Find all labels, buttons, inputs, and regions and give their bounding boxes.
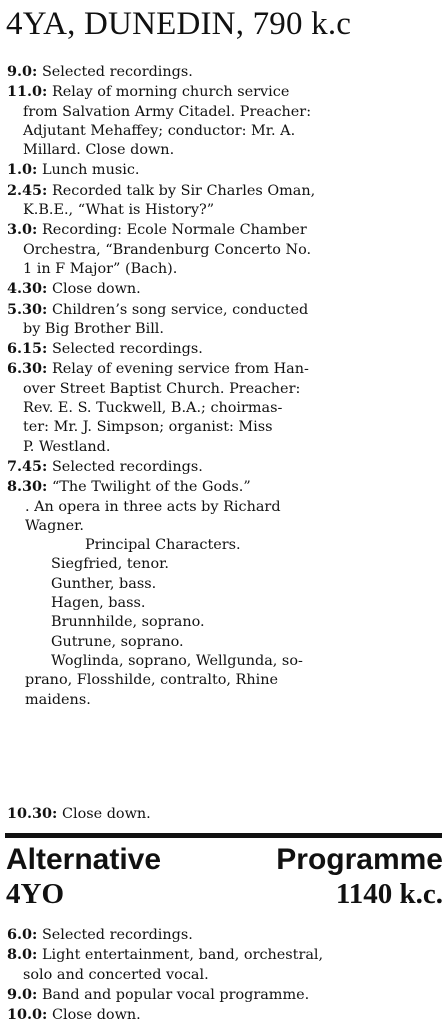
entry-text: “The Twilight of the Gods.”: [51, 479, 251, 496]
programme-entry: [7, 62, 435, 82]
programme-entry: [7, 1005, 439, 1025]
character-line: Brunnhilde, soprano.: [51, 614, 205, 631]
entry-text: Recording: Ecole Normale Chamber: [41, 222, 307, 239]
entry-time: 9.0:: [7, 63, 38, 80]
entry-time: 6.0:: [7, 926, 38, 943]
entry-text: Close down.: [61, 806, 151, 822]
entry-text: 1 in F Major” (Bach).: [23, 260, 178, 277]
alternative-heading: [6, 843, 443, 911]
entry-text: Adjutant Mehaffey; conductor: Mr. A.: [23, 122, 296, 139]
programme-entry: [7, 477, 435, 497]
programme-entry: [7, 300, 435, 340]
entry-time: 4.30:: [7, 280, 48, 298]
opera-intro: . An opera in three acts by Richard: [25, 498, 281, 515]
entry-time: 10.30:: [7, 805, 58, 822]
programme-entry: [7, 945, 439, 985]
programme-entry: [7, 181, 435, 221]
entry-text: solo and concerted vocal.: [23, 966, 209, 983]
entry-time: 1.0:: [7, 161, 38, 179]
programme-entry: [7, 457, 435, 477]
entry-text: Orchestra, “Brandenburg Concerto No.: [23, 241, 312, 258]
entry-text: Selected recordings.: [41, 64, 193, 80]
entry-time: 7.45:: [7, 457, 48, 475]
entry-text: Light entertainment, band, orchestral,: [41, 947, 324, 964]
characters-heading: Principal Characters.: [85, 537, 241, 554]
entry-text: Selected recordings.: [41, 927, 193, 943]
closing-entry: [7, 804, 435, 824]
entry-time: 10.0:: [7, 1006, 48, 1024]
programme-entry: [7, 359, 435, 456]
programme-entry: [7, 339, 435, 359]
character-line: maidens.: [25, 691, 91, 708]
character-line: Gunther, bass.: [51, 575, 157, 592]
entry-time: 2.45:: [7, 181, 48, 199]
station-title: 4YA, DUNEDIN, 790 k.c: [6, 6, 352, 42]
entry-text: Millard. Close down.: [23, 142, 175, 159]
programme-entry: [7, 925, 439, 945]
opera-intro: Wagner.: [25, 517, 84, 534]
entry-time: 8.0:: [7, 946, 38, 964]
entry-time: 9.0:: [7, 985, 38, 1003]
entry-text: Band and popular vocal programme.: [41, 986, 310, 1003]
alt-title-left: Alternative: [6, 843, 162, 876]
entry-time: 6.30:: [7, 360, 48, 378]
alt-programme-list: [7, 925, 439, 1025]
programme-entry: [7, 82, 435, 160]
entry-time: 11.0:: [7, 83, 48, 101]
programme-entry: [7, 160, 435, 180]
entry-text: K.B.E., “What is History?”: [23, 202, 215, 219]
entry-time: 5.30:: [7, 300, 48, 318]
entry-text: Relay of morning church service: [51, 84, 290, 101]
entry-text: Selected recordings.: [51, 341, 203, 358]
character-line: Hagen, bass.: [51, 595, 146, 612]
alt-station-right: 1140 k.c.: [335, 878, 443, 910]
entry-text: over Street Baptist Church. Preacher:: [23, 380, 301, 397]
character-line: Woglinda, soprano, Wellgunda, so-: [51, 652, 303, 669]
entry-text: Lunch music.: [41, 162, 140, 179]
entry-text: Children’s song service, conducted: [51, 301, 309, 318]
alt-title-right: Programme: [276, 843, 443, 876]
character-line: prano, Flosshilde, contralto, Rhine: [25, 672, 279, 689]
entry-text: Close down.: [51, 1007, 141, 1024]
entry-text: by Big Brother Bill.: [23, 320, 164, 337]
entry-text: Selected recordings.: [51, 458, 203, 475]
entry-text: from Salvation Army Citadel. Preacher:: [23, 103, 312, 120]
entry-time: 8.30:: [7, 478, 48, 496]
character-line: Siegfried, tenor.: [51, 556, 169, 573]
programme-entry: [7, 985, 439, 1005]
programme-entry: [7, 220, 435, 279]
entry-text: Recorded talk by Sir Charles Oman,: [51, 182, 316, 199]
character-line: Gutrune, soprano.: [51, 633, 184, 650]
entry-text: Close down.: [51, 281, 141, 298]
entry-time: 3.0:: [7, 221, 38, 239]
entry-text: Rev. E. S. Tuckwell, B.A.; choirmas-: [23, 400, 283, 417]
programme-list: [7, 62, 435, 710]
entry-text: P. Westland.: [23, 438, 111, 455]
entry-time: 6.15:: [7, 340, 48, 358]
section-divider: [5, 833, 442, 838]
entry-text: ter: Mr. J. Simpson; organist: Miss: [23, 419, 273, 436]
alt-station-left: 4YO: [6, 878, 64, 910]
programme-entry: [7, 279, 435, 299]
entry-text: Relay of evening service from Han-: [51, 361, 309, 378]
